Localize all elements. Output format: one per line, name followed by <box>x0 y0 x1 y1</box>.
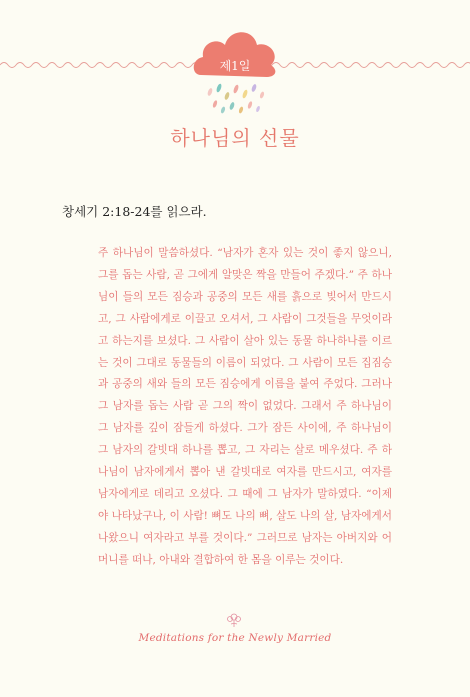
page-title: 하나님의 선물 <box>170 126 300 150</box>
passage-text: 주 하나님이 말씀하셨다. “남자가 혼자 있는 것이 좋지 않으니, 그를 돕는 사람, 곧 그에게 알맞은 짝을 만들어 주겠다.” 주 하나님이 들의 모든 짐승과 공중의 모든 새를 흙으로 빚어서 만드시고, 그 사람에게로 이끌고 오셔서, 그 사람이 그것들을 무엇이라고 하는지를 보셨다. 그 사람이 살아 있는 동물 하나하나를 이르는 것이 그대로 동물들의 이름이 되었다. 그 사람이 모든 집짐승과 공중의 새와 들의 모든 짐승에게 이름을 붙여 주었다. 그러나 그 남자를 돕는 사람 곧 그의 짝이 없었다. 그래서 주 하나님이 그 남자를 깊이 잠들게 하셨다. 그가 잠든 사이에, 주 하나님이 그 남자의 갈빗대 하나를 뽑고, 그 자리는 살로 메우셨다. 주 하나님이 남자에게서 뽑아 낸 갈빗대로 여자를 만드시고, 여자를 남자에게로 데리고 오셨다. 그 때에 그 남자가 말하였다. “이제야 나타났구나, 이 사람! 뼈도 나의 뼈, 살도 나의 살, 남자에게서 나왔으니 여자라고 부를 것이다.” 그러므로 남자는 아버지와 어머니를 떠나, 아내와 결합하여 한 몸을 이루는 것이다. <box>98 247 392 566</box>
flower-ornament-icon <box>222 611 246 629</box>
scripture-reference: 창세기 2:18-24를 읽으라. <box>62 204 207 219</box>
day-label: 제1일 <box>219 59 251 73</box>
rain-drops-icon <box>200 82 270 118</box>
footer-caption: Meditations for the Newly Married <box>138 632 332 644</box>
